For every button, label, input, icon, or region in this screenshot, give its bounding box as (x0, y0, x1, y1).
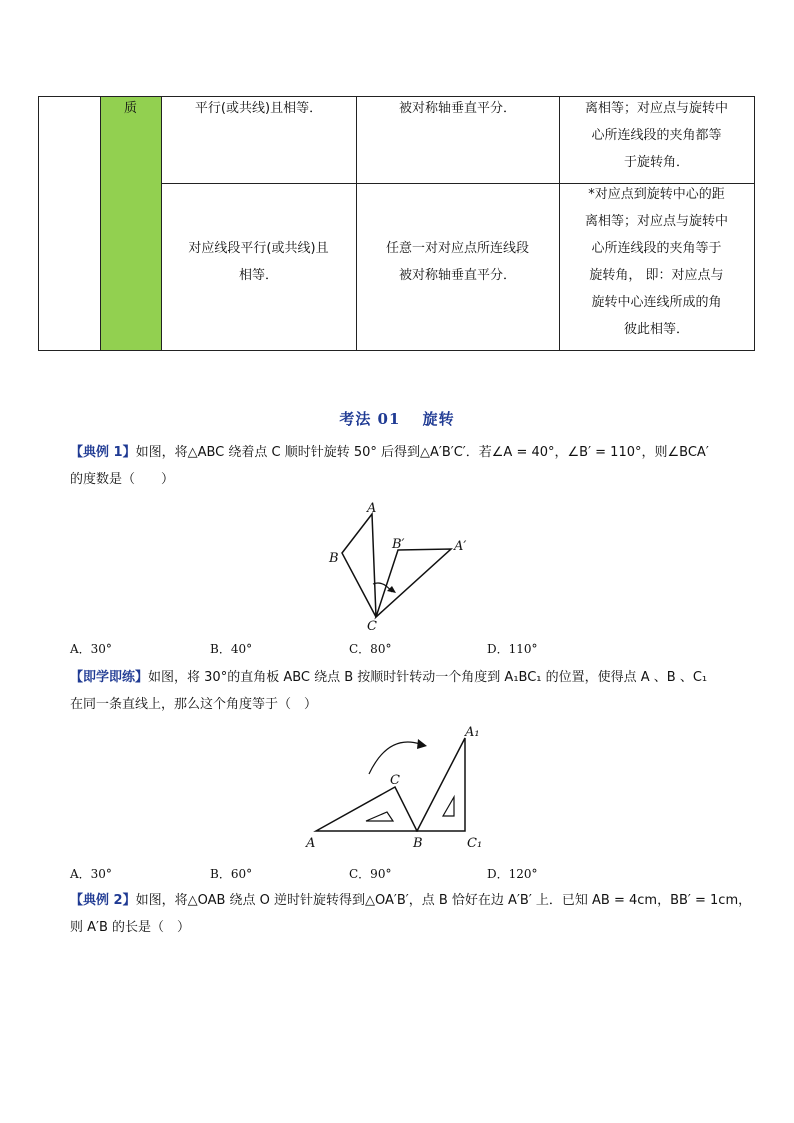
q3-line2: 则 A′B 的长是（ ） (70, 920, 191, 935)
q1-line1 (70, 442, 709, 464)
triangle-a2b2c2 (376, 549, 451, 617)
q2-option-b[interactable]: B．60° (210, 867, 253, 881)
property-table (38, 96, 755, 351)
label-a: A (367, 501, 377, 516)
q2-figure (300, 722, 500, 857)
q3-text: 如图，将△OAB 绕点 O 逆时针旋转得到△OA′B′，点 B 恰好在边 A′B′ 上．已知 AB = 4cm，BB′ = 1cm， (135, 893, 752, 908)
label-c1: C₁ (467, 836, 483, 851)
q1-option-b[interactable]: B．40° (210, 642, 253, 656)
label-a-prime: A′ (454, 539, 467, 554)
q1-option-d[interactable]: D．110° (487, 642, 538, 656)
q2-option-d[interactable]: D．120° (487, 867, 538, 881)
green-label-column (100, 96, 161, 351)
label-b-prime: B′ (392, 537, 405, 552)
triangle-abc (342, 514, 376, 617)
section-title: 考法 01 旋转 (339, 410, 455, 428)
triangle-abc (316, 787, 417, 831)
q1-option-a[interactable]: A．30° (70, 642, 112, 656)
q3-line1 (70, 890, 751, 912)
row2-translation: 对应线段平行(或共线)且 相等． (188, 241, 329, 283)
q1-line2: 的度数是（ ） (70, 472, 175, 487)
q1-tag: 【典例 1】 (70, 445, 136, 460)
q1-text: 如图，将△ABC 绕着点 C 顺时针旋转 50° 后得到△A′B′C′．若∠A = 40°，∠B′ = 110°，则∠BCA′ (135, 445, 709, 460)
q2-line2: 在同一条直线上，那么这个角度等于（ ） (70, 697, 318, 712)
label-a1: A₁ (465, 725, 480, 740)
q2-option-a[interactable]: A．30° (70, 867, 112, 881)
rotation-arrow-icon (417, 739, 427, 749)
label-b: B (329, 551, 339, 566)
q3-tag: 【典例 2】 (70, 893, 136, 908)
q1-figure (320, 496, 480, 631)
label-a: A (306, 836, 316, 851)
row1-rotation: 离相等；对应点与旋转中 心所连线段的夹角都等 于旋转角． (584, 101, 728, 170)
q2-line1 (70, 667, 707, 689)
row-label: 质 (123, 101, 137, 116)
q2-option-c[interactable]: C．90° (349, 867, 392, 881)
row1-reflection: 被对称轴垂直平分． (398, 101, 516, 116)
row2-reflection: 任意一对对应点所连线段 被对称轴垂直平分． (385, 241, 529, 283)
row2-rotation: *对应点到旋转中心的距 离相等；对应点与旋转中 心所连线段的夹角等于 旋转角， 即：对应点与 旋转中心连线所成的角 彼此相等． (584, 187, 728, 337)
label-c: C (390, 773, 400, 788)
q2-tag: 【即学即练】 (70, 670, 149, 685)
inner-triangle-a1bc1 (443, 797, 454, 816)
q1-option-c[interactable]: C．80° (349, 642, 392, 656)
row1-translation: 平行(或共线)且相等． (194, 101, 323, 116)
inner-triangle-abc (366, 812, 393, 821)
label-c: C (367, 619, 377, 631)
rotation-arc (369, 742, 420, 774)
triangle-a1bc1 (417, 738, 465, 831)
label-b: B (413, 836, 423, 851)
q2-text: 如图，将 30°的直角板 ABC 绕点 B 按顺时针转动一个角度到 A₁BC₁ 的位置，使得点 A 、B 、C₁ (148, 670, 708, 685)
